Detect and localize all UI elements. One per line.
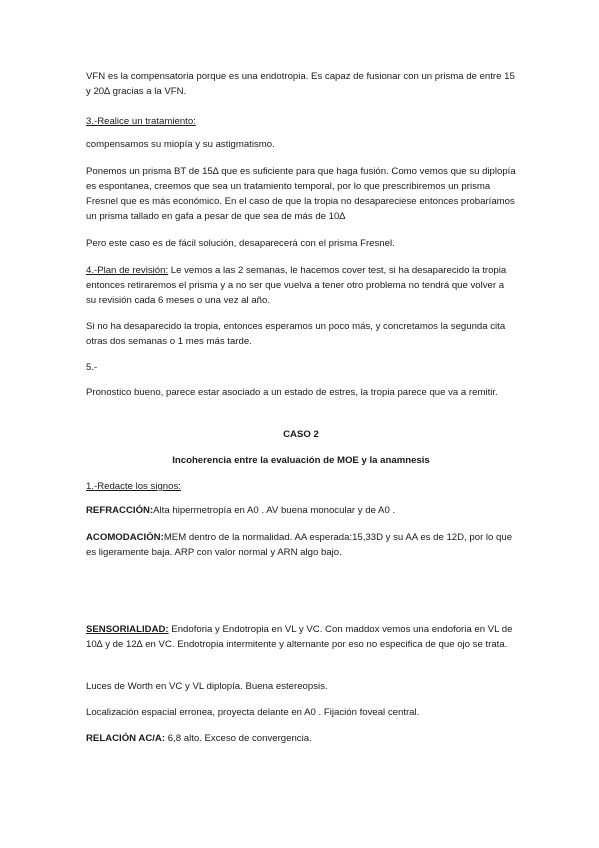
case-title: CASO 2	[283, 429, 319, 440]
paragraph-fresnel: Pero este caso es de fácil solución, desaparecerá con el prisma Fresnel.	[86, 238, 395, 249]
paragraph-worth-lights: Luces de Worth en VC y VL diplopía. Buena estereopsis.	[86, 681, 328, 692]
paragraph-vfn: VFN es la compensatoria porque es una endotropia. Es capaz de fusionar con un prisma de entre 15 y 20∆ gracias a la VFN.	[86, 71, 515, 97]
ac-a-text: 6,8 alto. Exceso de convergencia.	[165, 733, 312, 744]
section-5-heading: 5.-	[86, 362, 98, 373]
paragraph-refraction	[86, 503, 516, 518]
accommodation-label: ACOMODACIÓN:	[86, 532, 164, 543]
case-subtitle: Incoherencia entre la evaluación de MOE y la anamnesis	[172, 455, 430, 466]
paragraph-prognosis: Pronostico bueno, parece estar asociado a un estado de estres, la tropia parece que va a remitir.	[86, 387, 498, 398]
ac-a-label: RELACIÓN AC/A:	[86, 733, 166, 744]
section-3-heading: 3.-Realice un tratamiento:	[86, 116, 196, 127]
paragraph-accommodation	[86, 530, 516, 560]
paragraph-spatial-localization: Localización espacial erronea, proyecta delante en A0 . Fijación foveal central.	[86, 707, 420, 718]
refraction-text: Alta hipermetropía en A0 . AV buena monocular y de A0 .	[153, 505, 396, 516]
sensoriality-label: SENSORIALIDAD:	[86, 624, 169, 635]
paragraph-compensation: compensamos su miopía y su astigmatismo.	[86, 139, 275, 150]
paragraph-review-plan	[86, 263, 516, 308]
section-4-text: Le vemos a las 2 semanas, le hacemos cover test, si ha desaparecido la tropia entonces retiraremos el prisma y a no ser que vuelva a tener otro problema no tendrá que volver a su revisión cada 6 meses o una vez al año.	[86, 265, 507, 306]
sensoriality-text: Endoforia y Endotropia en VL y VC. Con maddox vemos una endoforia en VL de 10∆ y de 12∆ en VC. Endotropia intermitente y alternante por eso no especifica de que ojo se trata.	[86, 624, 513, 650]
section-4-heading: 4.-Plan de revisión:	[86, 265, 169, 276]
section-1-heading: 1.-Redacte los signos:	[86, 481, 181, 492]
refraction-label: REFRACCIÓN:	[86, 505, 154, 516]
paragraph-ac-a-ratio	[86, 731, 516, 746]
accommodation-text: MEM dentro de la normalidad. AA esperada:15,33D y su AA es de 12D, por lo que es ligeramente baja. ARP con valor normal y ARN algo bajo.	[86, 532, 513, 558]
paragraph-prism-treatment: Ponemos un prisma BT de 15∆ que es suficiente para que haga fusión. Como vemos que su diplopía es espontanea, creemos que sea un tratamiento temporal, por lo que prescribiremos un prisma Fresnel que es más económico. En el caso de que la tropia no desapareciese entonces probaríamos un prisma tallado en gafa a pesar de que sea de más de 10∆	[86, 166, 516, 222]
paragraph-sensoriality	[86, 622, 516, 652]
paragraph-second-appointment: Si no ha desaparecido la tropia, entonces esperamos un poco más, y concretamos la segunda cita otras dos semanas o 1 mes más tarde.	[86, 321, 506, 347]
